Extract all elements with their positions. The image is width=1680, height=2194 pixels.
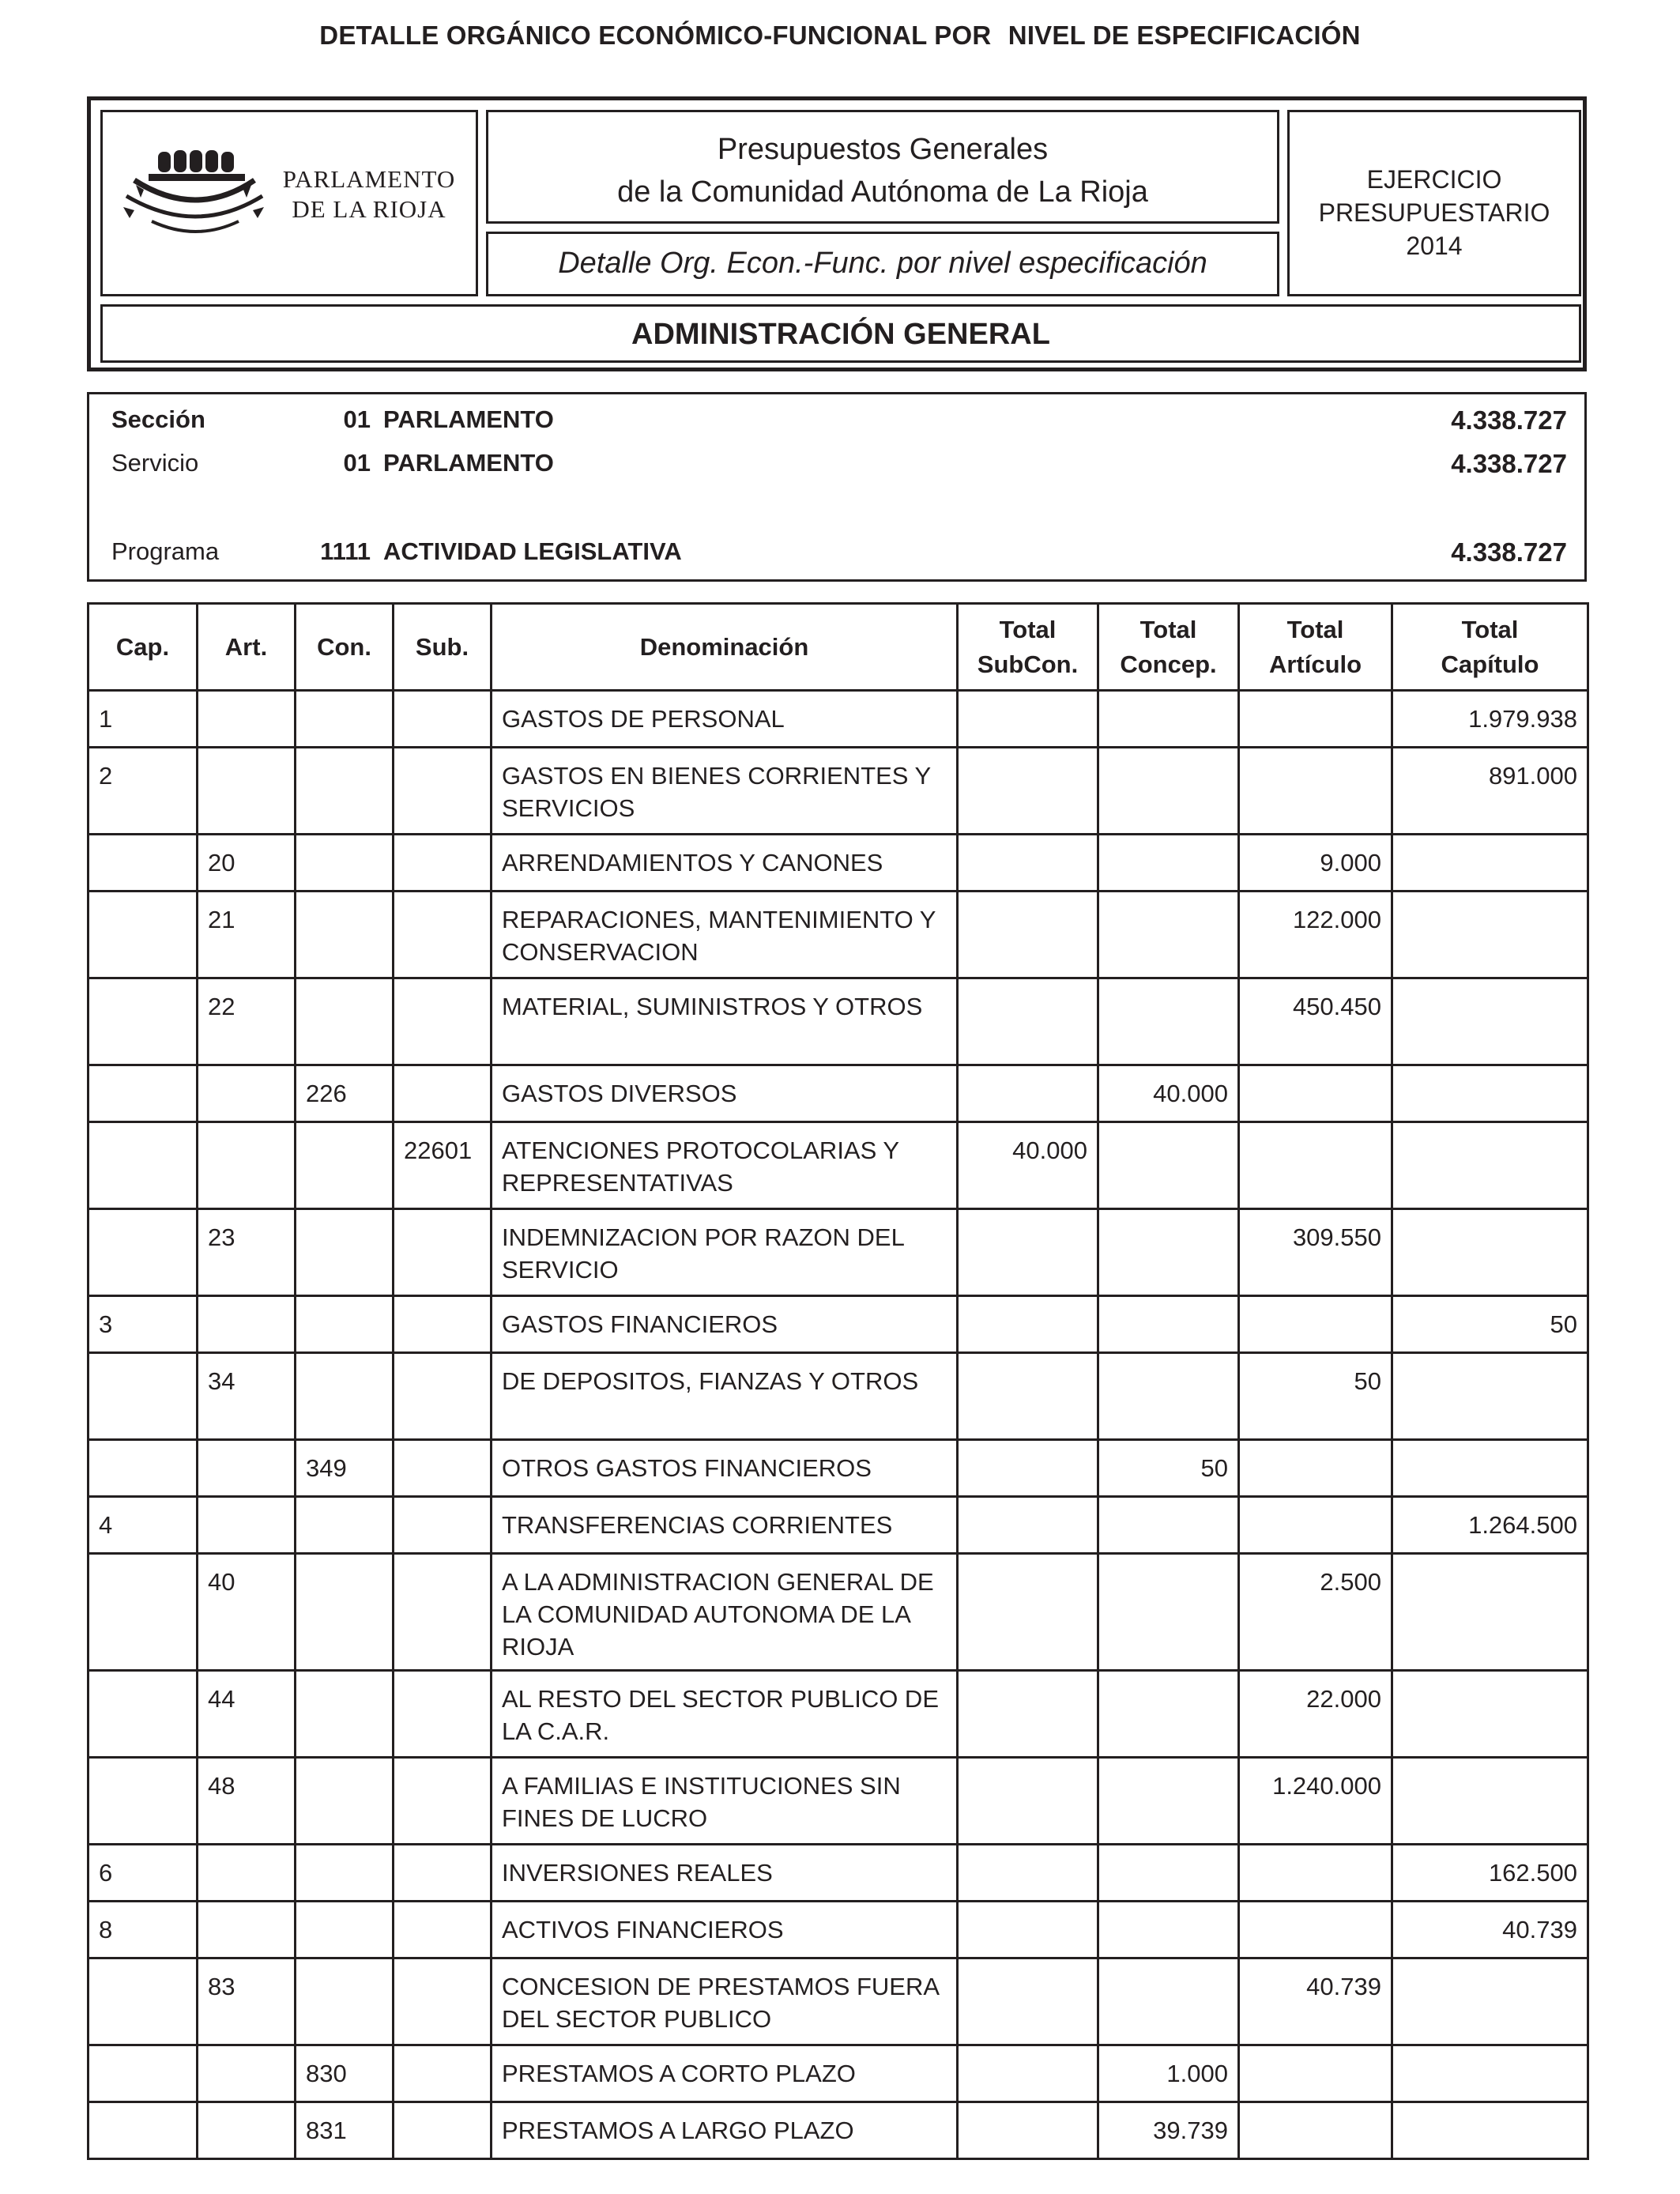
cell-total-articulo: 40.739 (1239, 1958, 1392, 2045)
cell-con: 226 (296, 1065, 394, 1122)
title-box (486, 110, 1279, 224)
cell-denominacion: MATERIAL, SUMINISTROS Y OTROS (492, 978, 958, 1065)
servicio-code: 01 (343, 449, 371, 477)
cell-total-capitulo (1392, 1353, 1588, 1440)
cell-con (296, 1353, 394, 1440)
cell-denominacion: INVERSIONES REALES (492, 1845, 958, 1902)
subtitle-box (486, 232, 1279, 296)
cell-sub (394, 1497, 492, 1554)
seccion-code: 01 (343, 405, 371, 433)
cell-total-capitulo (1392, 2102, 1588, 2159)
programa-amount: 4.338.727 (1451, 537, 1567, 567)
cell-total-concep (1098, 1758, 1239, 1845)
cell-cap (89, 1671, 198, 1758)
cell-total-subcon (958, 1209, 1098, 1296)
cell-con (296, 1554, 394, 1671)
title-line1: Presupuestos Generales (717, 133, 1049, 166)
header-total-capitulo-line2: Capítulo (1441, 650, 1539, 678)
cell-cap (89, 1440, 198, 1497)
cell-total-subcon (958, 1497, 1098, 1554)
cell-sub (394, 691, 492, 748)
cell-con (296, 1122, 394, 1209)
cell-denominacion: A FAMILIAS E INSTITUCIONES SIN FINES DE LUCRO (492, 1758, 958, 1845)
programa-name: ACTIVIDAD LEGISLATIVA (383, 537, 682, 565)
cell-sub (394, 1958, 492, 2045)
cell-total-articulo: 50 (1239, 1353, 1392, 1440)
servicio-name: PARLAMENTO (383, 449, 554, 477)
cell-denominacion: PRESTAMOS A CORTO PLAZO (492, 2045, 958, 2102)
document-subtitle: Detalle Org. Econ.-Func. por nivel especificación (558, 247, 1207, 280)
cell-total-subcon: 40.000 (958, 1122, 1098, 1209)
cell-cap: 4 (89, 1497, 198, 1554)
header-total-subcon (958, 604, 1098, 691)
cell-cap (89, 1554, 198, 1671)
cell-total-capitulo (1392, 1122, 1588, 1209)
table-header-row (89, 604, 1588, 691)
cell-total-capitulo: 40.739 (1392, 1902, 1588, 1958)
table-row (89, 691, 1588, 748)
header-sub: Sub. (394, 604, 492, 691)
programa-label: Programa (111, 537, 220, 565)
table-row (89, 1209, 1588, 1296)
cell-sub (394, 2045, 492, 2102)
cell-cap (89, 1122, 198, 1209)
cell-cap (89, 1209, 198, 1296)
cell-total-articulo (1239, 1122, 1392, 1209)
cell-sub: 22601 (394, 1122, 492, 1209)
cell-sub (394, 1209, 492, 1296)
cell-total-capitulo (1392, 2045, 1588, 2102)
table-row (89, 1845, 1588, 1902)
cell-total-articulo (1239, 1902, 1392, 1958)
cell-art (198, 1902, 296, 1958)
cell-art: 34 (198, 1353, 296, 1440)
document-title (488, 128, 1277, 213)
cell-cap: 6 (89, 1845, 198, 1902)
year-line2: PRESUPUESTARIO (1318, 198, 1550, 227)
cell-total-capitulo: 162.500 (1392, 1845, 1588, 1902)
cell-con (296, 1958, 394, 2045)
cell-total-articulo (1239, 1296, 1392, 1353)
cell-denominacion: ARRENDAMIENTOS Y CANONES (492, 835, 958, 892)
servicio-amount: 4.338.727 (1451, 449, 1567, 478)
cell-total-articulo (1239, 1065, 1392, 1122)
cell-total-subcon (958, 1958, 1098, 2045)
cell-cap: 1 (89, 691, 198, 748)
cell-denominacion: ACTIVOS FINANCIEROS (492, 1902, 958, 1958)
year-line3: 2014 (1406, 232, 1463, 260)
cell-total-concep (1098, 1497, 1239, 1554)
header-con: Con. (296, 604, 394, 691)
cell-total-subcon (958, 1296, 1098, 1353)
cell-con: 349 (296, 1440, 394, 1497)
cell-sub (394, 1065, 492, 1122)
cell-total-subcon (958, 2045, 1098, 2102)
cell-total-subcon (958, 1671, 1098, 1758)
cell-art (198, 1296, 296, 1353)
header-total-articulo-line1: Total (1286, 615, 1344, 643)
cell-con (296, 1497, 394, 1554)
programa-row (89, 537, 1584, 569)
cell-total-articulo: 122.000 (1239, 892, 1392, 978)
cell-total-capitulo: 891.000 (1392, 748, 1588, 835)
cell-denominacion: ATENCIONES PROTOCOLARIAS Y REPRESENTATIVAS (492, 1122, 958, 1209)
fiscal-year (1290, 163, 1579, 262)
cell-denominacion: PRESTAMOS A LARGO PLAZO (492, 2102, 958, 2159)
cell-total-concep: 50 (1098, 1440, 1239, 1497)
header-total-concep-line2: Concep. (1120, 650, 1217, 678)
cell-total-capitulo (1392, 892, 1588, 978)
cell-total-subcon (958, 1554, 1098, 1671)
page-title-right: NIVEL DE ESPECIFICACIÓN (1008, 21, 1361, 50)
parliament-logo-icon (120, 144, 267, 247)
cell-denominacion: GASTOS DIVERSOS (492, 1065, 958, 1122)
cell-total-capitulo (1392, 1758, 1588, 1845)
cell-cap: 3 (89, 1296, 198, 1353)
cell-total-articulo: 1.240.000 (1239, 1758, 1392, 1845)
cell-denominacion: A LA ADMINISTRACION GENERAL DE LA COMUNIDAD AUTONOMA DE LA RIOJA (492, 1554, 958, 1671)
cell-total-concep (1098, 835, 1239, 892)
cell-art (198, 2045, 296, 2102)
cell-sub (394, 1902, 492, 1958)
table-row (89, 1065, 1588, 1122)
header-art: Art. (198, 604, 296, 691)
cell-con (296, 1902, 394, 1958)
cell-total-concep (1098, 1209, 1239, 1296)
cell-con (296, 1209, 394, 1296)
cell-cap: 8 (89, 1902, 198, 1958)
cell-cap (89, 978, 198, 1065)
cell-con (296, 1671, 394, 1758)
cell-total-capitulo: 1.979.938 (1392, 691, 1588, 748)
servicio-row (89, 449, 1584, 481)
cell-total-concep (1098, 748, 1239, 835)
cell-total-articulo: 309.550 (1239, 1209, 1392, 1296)
logo-box (100, 110, 478, 296)
header-denominacion: Denominación (492, 604, 958, 691)
cell-cap (89, 1958, 198, 2045)
cell-art: 20 (198, 835, 296, 892)
cell-total-articulo: 2.500 (1239, 1554, 1392, 1671)
servicio-label: Servicio (111, 449, 199, 477)
logo-text-line1: PARLAMENTO (282, 165, 456, 193)
cell-total-concep (1098, 1122, 1239, 1209)
cell-total-subcon (958, 1902, 1098, 1958)
logo-text-line2: DE LA RIOJA (292, 195, 446, 223)
cell-total-capitulo (1392, 1671, 1588, 1758)
cell-sub (394, 1554, 492, 1671)
budget-table (87, 602, 1589, 2160)
cell-total-capitulo (1392, 978, 1588, 1065)
cell-denominacion: REPARACIONES, MANTENIMIENTO Y CONSERVACION (492, 892, 958, 978)
cell-total-capitulo (1392, 1209, 1588, 1296)
cell-denominacion: CONCESION DE PRESTAMOS FUERA DEL SECTOR PUBLICO (492, 1958, 958, 2045)
cell-total-concep (1098, 1958, 1239, 2045)
header-total-capitulo-line1: Total (1461, 615, 1519, 643)
table-row (89, 835, 1588, 892)
section-info (87, 392, 1587, 582)
cell-total-concep (1098, 978, 1239, 1065)
cell-con (296, 1845, 394, 1902)
page-title-left: DETALLE ORGÁNICO ECONÓMICO-FUNCIONAL POR (319, 21, 992, 50)
cell-art (198, 748, 296, 835)
cell-art: 44 (198, 1671, 296, 1758)
cell-sub (394, 1845, 492, 1902)
cell-total-articulo: 22.000 (1239, 1671, 1392, 1758)
cell-total-subcon (958, 1845, 1098, 1902)
cell-total-articulo: 450.450 (1239, 978, 1392, 1065)
cell-total-concep (1098, 1296, 1239, 1353)
seccion-row (89, 405, 1584, 437)
cell-cap (89, 1758, 198, 1845)
cell-total-subcon (958, 748, 1098, 835)
cell-total-concep (1098, 892, 1239, 978)
cell-total-subcon (958, 691, 1098, 748)
table-row (89, 2102, 1588, 2159)
table-row (89, 748, 1588, 835)
cell-con (296, 1296, 394, 1353)
cell-total-subcon (958, 835, 1098, 892)
cell-con (296, 748, 394, 835)
cell-total-concep: 40.000 (1098, 1065, 1239, 1122)
admin-box (100, 304, 1581, 363)
table-row (89, 1554, 1588, 1671)
header-cap: Cap. (89, 604, 198, 691)
table-row (89, 1902, 1588, 1958)
cell-sub (394, 1296, 492, 1353)
cell-total-concep (1098, 1353, 1239, 1440)
header-total-articulo (1239, 604, 1392, 691)
table-row (89, 1122, 1588, 1209)
cell-total-articulo: 9.000 (1239, 835, 1392, 892)
cell-art (198, 1497, 296, 1554)
cell-denominacion: OTROS GASTOS FINANCIEROS (492, 1440, 958, 1497)
cell-art: 48 (198, 1758, 296, 1845)
cell-total-subcon (958, 1440, 1098, 1497)
table-row (89, 1497, 1588, 1554)
cell-total-articulo (1239, 1497, 1392, 1554)
cell-total-capitulo (1392, 1440, 1588, 1497)
table-row (89, 1758, 1588, 1845)
cell-denominacion: INDEMNIZACION POR RAZON DEL SERVICIO (492, 1209, 958, 1296)
cell-con (296, 691, 394, 748)
cell-sub (394, 835, 492, 892)
header-total-capitulo (1392, 604, 1588, 691)
cell-cap (89, 1065, 198, 1122)
cell-art: 83 (198, 1958, 296, 2045)
table-row (89, 892, 1588, 978)
cell-total-concep (1098, 1902, 1239, 1958)
seccion-name: PARLAMENTO (383, 405, 554, 433)
cell-total-articulo (1239, 2045, 1392, 2102)
cell-sub (394, 892, 492, 978)
cell-total-subcon (958, 978, 1098, 1065)
title-line2: de la Comunidad Autónoma de La Rioja (617, 175, 1148, 209)
cell-total-subcon (958, 2102, 1098, 2159)
cell-art (198, 2102, 296, 2159)
seccion-label: Sección (111, 405, 205, 433)
budget-table-body (89, 691, 1588, 2159)
cell-art (198, 1065, 296, 1122)
cell-con (296, 892, 394, 978)
page-title (0, 21, 1680, 51)
cell-art: 23 (198, 1209, 296, 1296)
logo-text (267, 164, 471, 224)
cell-art: 40 (198, 1554, 296, 1671)
cell-sub (394, 1758, 492, 1845)
programa-code: 1111 (320, 537, 371, 565)
cell-sub (394, 1671, 492, 1758)
cell-denominacion: AL RESTO DEL SECTOR PUBLICO DE LA C.A.R. (492, 1671, 958, 1758)
cell-total-capitulo (1392, 835, 1588, 892)
cell-total-capitulo (1392, 1958, 1588, 2045)
cell-denominacion: TRANSFERENCIAS CORRIENTES (492, 1497, 958, 1554)
cell-cap: 2 (89, 748, 198, 835)
cell-cap (89, 1353, 198, 1440)
cell-total-concep: 1.000 (1098, 2045, 1239, 2102)
cell-sub (394, 1440, 492, 1497)
cell-con (296, 1758, 394, 1845)
header-total-subcon-line2: SubCon. (977, 650, 1079, 678)
document-header (87, 96, 1587, 371)
cell-art (198, 1440, 296, 1497)
admin-label: ADMINISTRACIÓN GENERAL (631, 318, 1050, 351)
cell-sub (394, 2102, 492, 2159)
cell-total-concep (1098, 1671, 1239, 1758)
table-row (89, 1671, 1588, 1758)
seccion-amount: 4.338.727 (1451, 405, 1567, 435)
cell-art (198, 691, 296, 748)
table-row (89, 978, 1588, 1065)
cell-art: 22 (198, 978, 296, 1065)
cell-total-capitulo (1392, 1065, 1588, 1122)
cell-total-concep (1098, 1554, 1239, 1671)
table-row (89, 1958, 1588, 2045)
cell-denominacion: GASTOS EN BIENES CORRIENTES Y SERVICIOS (492, 748, 958, 835)
table-row (89, 1353, 1588, 1440)
cell-total-articulo (1239, 2102, 1392, 2159)
cell-art: 21 (198, 892, 296, 978)
cell-sub (394, 748, 492, 835)
cell-total-subcon (958, 1353, 1098, 1440)
table-row (89, 1440, 1588, 1497)
cell-total-articulo (1239, 691, 1392, 748)
cell-total-subcon (958, 892, 1098, 978)
cell-total-capitulo (1392, 1554, 1588, 1671)
cell-total-subcon (958, 1065, 1098, 1122)
cell-con: 831 (296, 2102, 394, 2159)
cell-con: 830 (296, 2045, 394, 2102)
table-row (89, 2045, 1588, 2102)
cell-art (198, 1122, 296, 1209)
cell-cap (89, 892, 198, 978)
fiscal-year-box (1287, 110, 1581, 296)
cell-cap (89, 2102, 198, 2159)
cell-cap (89, 835, 198, 892)
cell-total-concep (1098, 691, 1239, 748)
cell-total-capitulo: 50 (1392, 1296, 1588, 1353)
cell-con (296, 835, 394, 892)
header-total-subcon-line1: Total (999, 615, 1057, 643)
cell-cap (89, 2045, 198, 2102)
cell-sub (394, 978, 492, 1065)
cell-denominacion: GASTOS FINANCIEROS (492, 1296, 958, 1353)
cell-total-concep (1098, 1845, 1239, 1902)
table-row (89, 1296, 1588, 1353)
header-total-concep-line1: Total (1139, 615, 1197, 643)
header-total-articulo-line2: Artículo (1268, 650, 1362, 678)
cell-sub (394, 1353, 492, 1440)
cell-total-articulo (1239, 1845, 1392, 1902)
cell-total-articulo (1239, 1440, 1392, 1497)
cell-denominacion: DE DEPOSITOS, FIANZAS Y OTROS (492, 1353, 958, 1440)
cell-total-concep: 39.739 (1098, 2102, 1239, 2159)
cell-denominacion: GASTOS DE PERSONAL (492, 691, 958, 748)
header-total-concep (1098, 604, 1239, 691)
year-line1: EJERCICIO (1366, 165, 1502, 194)
cell-total-articulo (1239, 748, 1392, 835)
cell-con (296, 978, 394, 1065)
cell-total-capitulo: 1.264.500 (1392, 1497, 1588, 1554)
cell-total-subcon (958, 1758, 1098, 1845)
cell-art (198, 1845, 296, 1902)
